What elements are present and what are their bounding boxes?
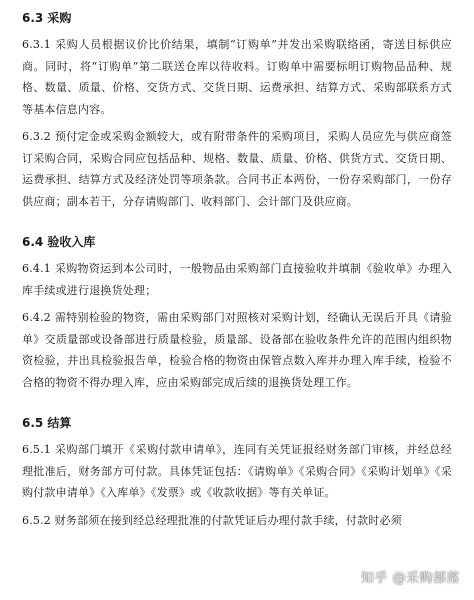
paragraph: 6.4.1 采购物资运到本公司时，一般物品由采购部门直接验收并填制《验收单》办理入库手续或进行退换货处理； (22, 262, 452, 297)
section-6-5 (22, 415, 452, 531)
paragraph: 6.3.2 预付定金或采购金额较大，或有附带条件的采购项目，采购人员应先与供应商签订采购合同，采购合同应包括品种、规格、数量、质量、价格、供货方式、交货日期、运费承担、结算方式及经济处罚等项条款。合同书正本两份，一份存采购部门，一份存供应商；副本若干，分存请购部门、收料部门、会计部门及供应商。 (22, 130, 452, 208)
section-6-4 (22, 234, 452, 393)
paragraph: 6.3.1 采购人员根据议价比价结果，填制“订购单”并发出采购联络函，寄送目标供应商。同时，将“订购单”第二联送仓库以待收料。订购单中需要标明订购物品品种、规格、数量、质量、价格、交货方式、交货日期、运费承担、结算方式、采购部联系方式等基本信息内容。 (22, 38, 452, 116)
section-heading: 6.3 采购 (22, 11, 72, 25)
section-6-3 (22, 10, 452, 212)
paragraph: 6.4.2 需特别检验的物资，需由采购部门对照核对采购计划，经确认无误后开具《请验单》交质量部或设备部进行质量检验，质量部、设备部在验收条件允许的范围内组织物资检验，并出具检验报告单，检验合格的物资由保管点数入库并办理入库手续，检验不合格的物资不得办理入库，应由采购部完成后续的退换货处理工作。 (22, 311, 452, 389)
paragraph: 6.5.1 采购部门填开《采购付款申请单》，连同有关凭证报经财务部门审核，并经总经理批准后，财务部方可付款。具体凭证包括：《请购单》《采购合同》《采购计划单》《采购付款申请单》《入库单》《发票》或《收款收据》等有关单证。 (22, 443, 452, 499)
paragraph: 6.5.2 财务部须在接到经总经理批准的付款凭证后办理付款手续，付款时必须 (22, 513, 402, 527)
watermark: 知乎 @采购部落 (360, 571, 460, 586)
section-heading: 6.5 结算 (22, 416, 72, 430)
section-heading: 6.4 验收入库 (22, 235, 96, 249)
